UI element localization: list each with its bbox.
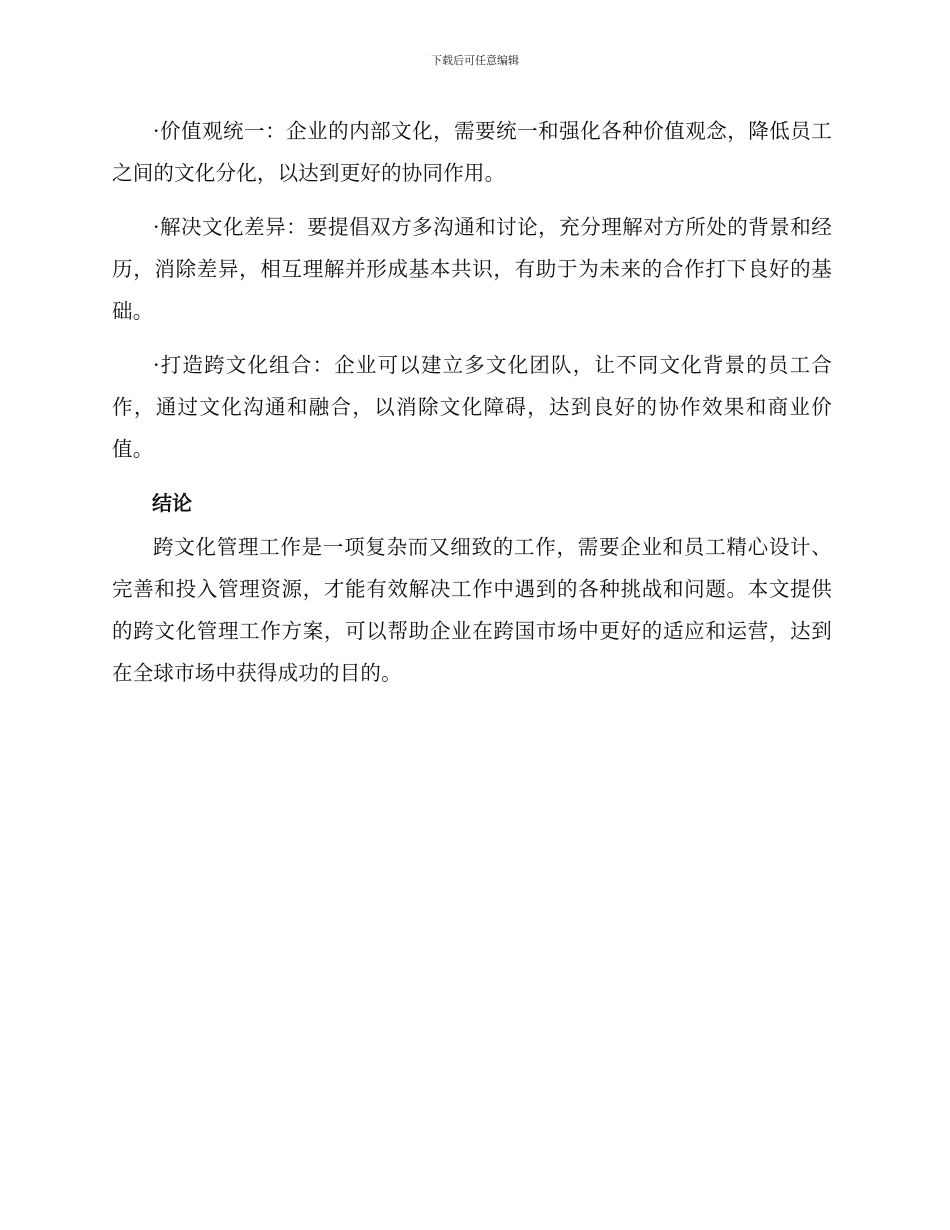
- paragraph-resolve-differences: ·解决文化差异：要提倡双方多沟通和讨论，充分理解对方所处的背景和经历，消除差异，相互理解并形成基本共识，有助于为未来的合作打下良好的基础。: [112, 215, 832, 323]
- conclusion-paragraph: 跨文化管理工作是一项复杂而又细致的工作，需要企业和员工精心设计、完善和投入管理资源，才能有效解决工作中遇到的各种挑战和问题。本文提供的跨文化管理工作方案，可以帮助企业在跨国市场中更好的适应和运营，达到在全球市场中获得成功的目的。: [112, 535, 832, 685]
- page-header: 下载后可任意编辑: [431, 54, 519, 67]
- conclusion-heading: 结论: [152, 491, 192, 515]
- document-body: [112, 110, 832, 706]
- paragraph-value-unification: ·价值观统一：企业的内部文化，需要统一和强化各种价值观念，降低员工之间的文化分化，以达到更好的协同作用。: [112, 119, 832, 185]
- paragraph-cross-cultural-team: ·打造跨文化组合：企业可以建立多文化团队，让不同文化背景的员工合作，通过文化沟通和融合，以消除文化障碍，达到良好的协作效果和商业价值。: [112, 353, 832, 461]
